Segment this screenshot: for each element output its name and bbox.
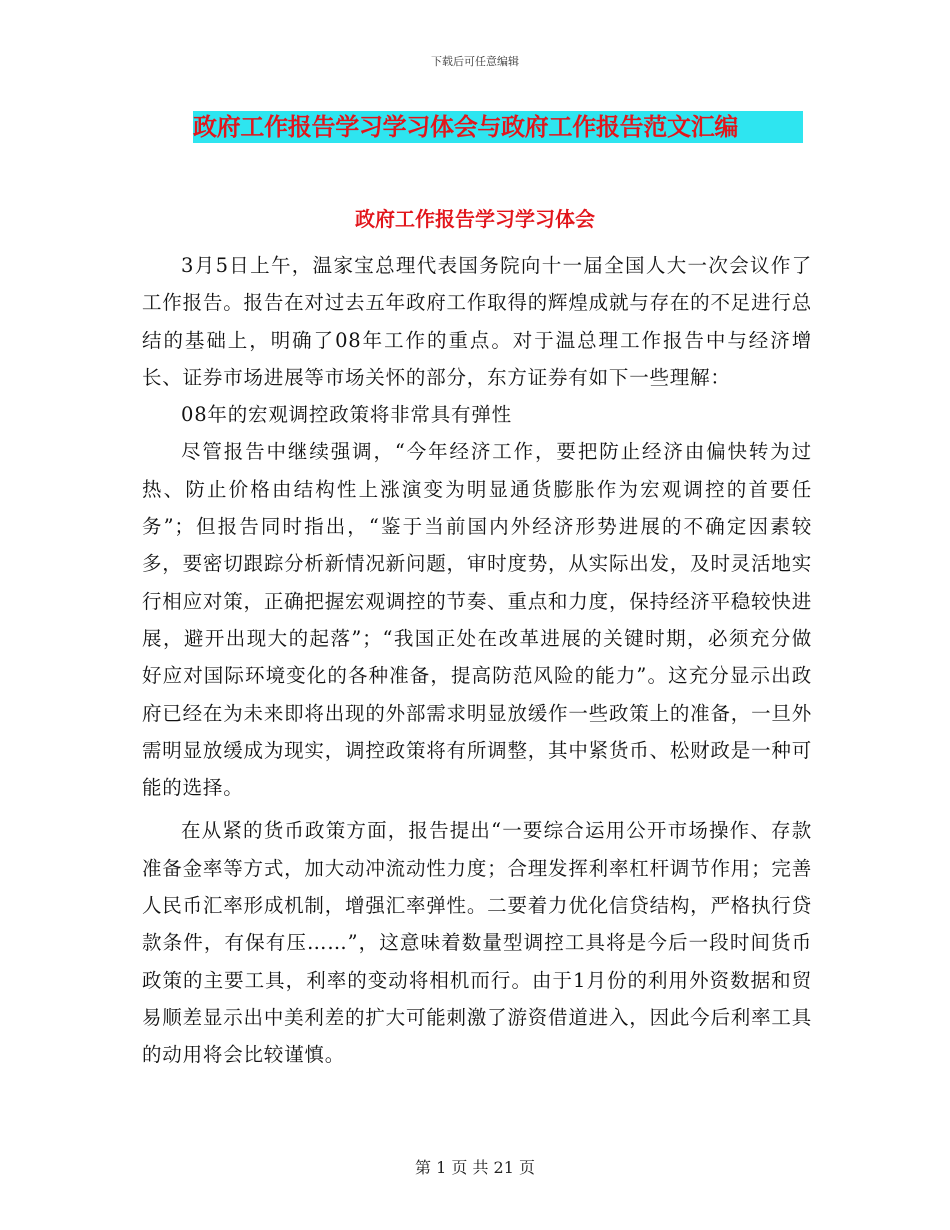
page-number-footer: 第 1 页 共 21 页 bbox=[415, 1158, 535, 1177]
paragraph-monetary: 在从紧的货币政策方面，报告提出“一要综合运用公开市场操作、存款准备金率等方式，加大动冲流动性力度；合理发挥利率杠杆调节作用；完善人民币汇率形成机制，增强汇率弹性。二要着力优化信贷结构，严格执行贷款条件，有保有压……”，这意味着数量型调控工具将是今后一段时间货币政策的主要工具，利率的变动将相机而行。由于1月份的利用外资数据和贸易顺差显示出中美利差的扩大可能刺激了游资借道进入，因此今后利率工具的动用将会比较谨慎。 bbox=[142, 819, 812, 1067]
paragraph-subheading: 08年的宏观调控政策将非常具有弹性 bbox=[181, 403, 512, 427]
document-body bbox=[142, 247, 812, 1074]
paragraph-policy: 尽管报告中继续强调，“今年经济工作，要把防止经济由偏快转为过热、防止价格由结构性上涨演变为明显通货膨胀作为宏观调控的首要任务”；但报告同时指出，“鉴于当前国内外经济形势进展的不确定因素较多，要密切跟踪分析新情况新问题，审时度势，从实际出发，及时灵活地实行相应对策，正确把握宏观调控的节奏、重点和力度，保持经济平稳较快进展，避开出现大的起落”；“我国正处在改革进展的关键时期，必须充分做好应对国际环境变化的各种准备，提高防范风险的能力”。这充分显示出政府已经在为未来即将出现的外部需求明显放缓作一些政策上的准备，一旦外需明显放缓成为现实，调控政策将有所调整，其中紧货币、松财政是一种可能的选择。 bbox=[142, 440, 812, 800]
section-title: 政府工作报告学习学习体会 bbox=[355, 207, 595, 231]
document-main-title: 政府工作报告学习学习体会与政府工作报告范文汇编 bbox=[193, 111, 803, 143]
page-header-note: 下载后可任意编辑 bbox=[431, 55, 519, 68]
paragraph-intro: 3月5日上午，温家宝总理代表国务院向十一届全国人大一次会议作了工作报告。报告在对过去五年政府工作取得的辉煌成就与存在的不足进行总结的基础上，明确了08年工作的重点。对于温总理工作报告中与经济增长、证券市场进展等市场关怀的部分，东方证券有如下一些理解： bbox=[142, 254, 812, 389]
